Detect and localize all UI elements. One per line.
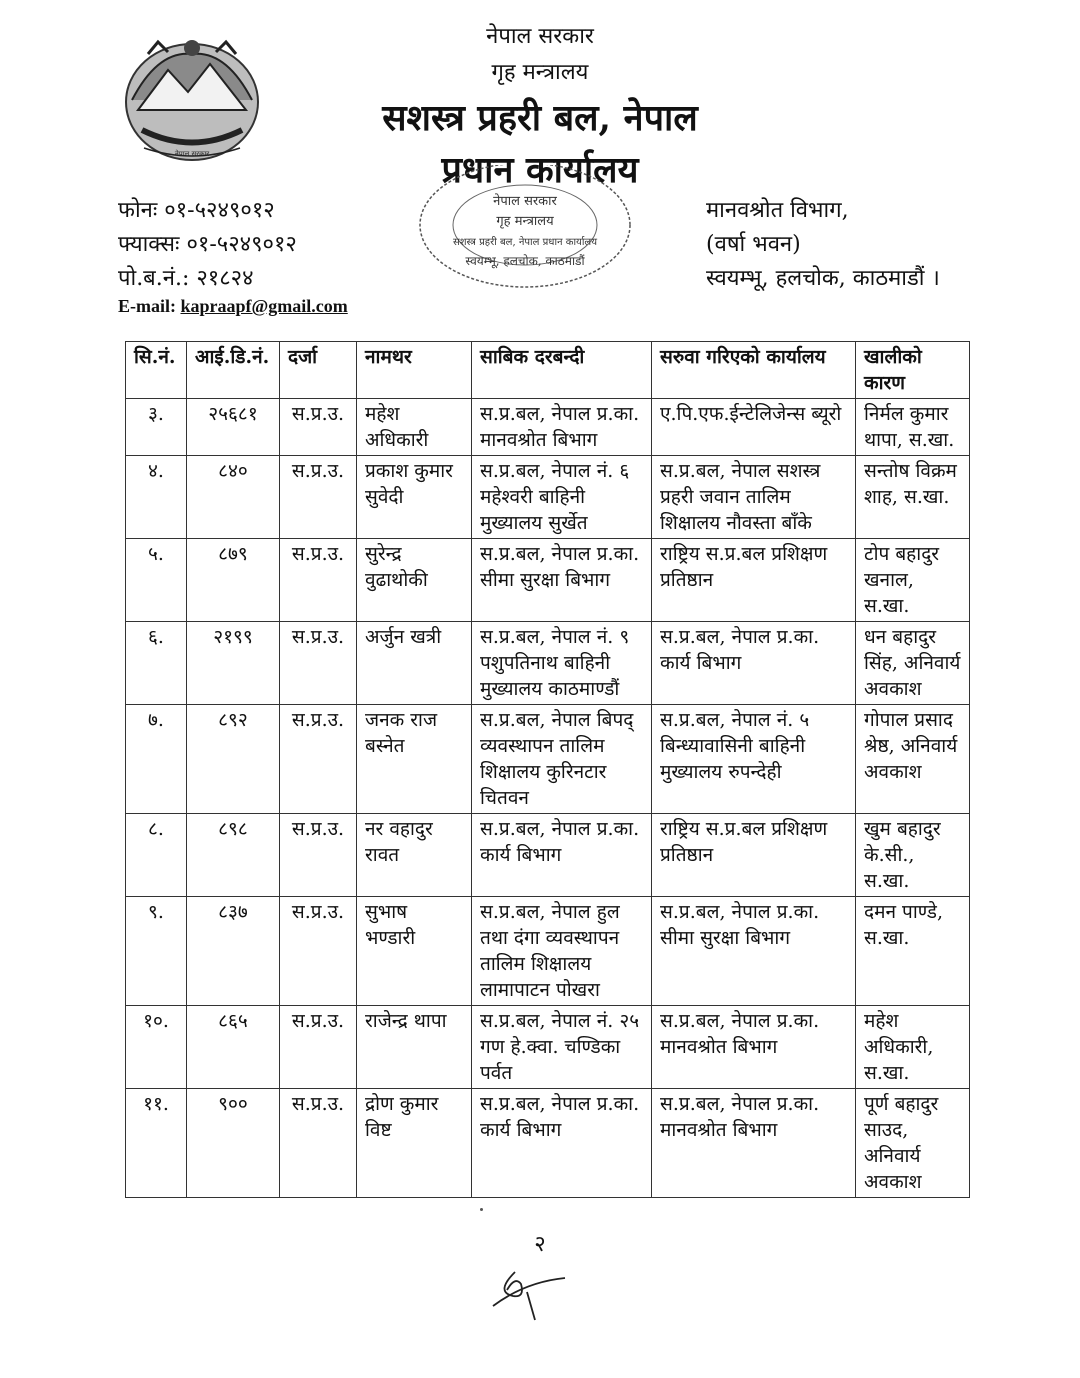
transferred-office-cell: स.प्र.बल, नेपाल प्र.का. मानवश्रोत बिभाग [652, 1089, 856, 1198]
fax-number: फ्याक्सः ०१-५२४९०१२ [118, 232, 297, 257]
table-row [126, 705, 970, 814]
ink-dot [480, 1208, 483, 1211]
rank-cell: स.प्र.उ. [280, 622, 357, 705]
name-cell: जनक राज बस्नेत [357, 705, 472, 814]
serial-cell: ११. [126, 1089, 187, 1198]
rank-cell: स.प्र.उ. [280, 814, 357, 897]
office-stamp [410, 165, 640, 315]
name-cell: सुरेन्द्र वुढाथोकी [357, 539, 472, 622]
vacancy-reason-cell: टोप बहादुर खनाल, स.खा. [856, 539, 970, 622]
email-line [118, 296, 348, 317]
stamp-line-4: स्वयम्भू, हलचोक, काठमाडौं [465, 254, 585, 268]
id-cell: २५६८१ [187, 399, 280, 456]
table-row [126, 456, 970, 539]
po-box: पो.ब.नं.: २१८२४ [118, 266, 254, 291]
email-link[interactable]: kapraapf@gmail.com [180, 296, 348, 316]
vacancy-reason-cell: सन्तोष विक्रम शाह, स.खा. [856, 456, 970, 539]
name-cell: राजेन्द्र थापा [357, 1006, 472, 1089]
table-row [126, 539, 970, 622]
emblem-text: नेपाल सरकार [174, 150, 210, 158]
table-row [126, 897, 970, 1006]
stamp-line-2: गृह मन्त्रालय [496, 214, 554, 229]
previous-post-cell: स.प्र.बल, नेपाल प्र.का. सीमा सुरक्षा बिभाग [472, 539, 652, 622]
table-row [126, 1006, 970, 1089]
previous-post-cell: स.प्र.बल, नेपाल प्र.का. मानवश्रोत बिभाग [472, 399, 652, 456]
table-body [126, 399, 970, 1198]
transferred-office-cell: राष्ट्रिय स.प्र.बल प्रशिक्षण प्रतिष्ठान [652, 539, 856, 622]
transferred-office-cell: स.प्र.बल, नेपाल प्र.का. कार्य बिभाग [652, 622, 856, 705]
rank-cell: स.प्र.उ. [280, 456, 357, 539]
previous-post-cell: स.प्र.बल, नेपाल बिपद् व्यवस्थापन तालिम शिक्षालय कुरिनटार चितवन [472, 705, 652, 814]
id-cell: ८४० [187, 456, 280, 539]
col-header-vacancy-reason: खालीको कारण [856, 342, 970, 399]
transferred-office-cell: स.प्र.बल, नेपाल प्र.का. मानवश्रोत बिभाग [652, 1006, 856, 1089]
vacancy-reason-cell: महेश अधिकारी, स.खा. [856, 1006, 970, 1089]
name-cell: सुभाष भण्डारी [357, 897, 472, 1006]
ministry-title: गृह मन्त्रालय [491, 60, 589, 85]
previous-post-cell: स.प्र.बल, नेपाल प्र.का. कार्य बिभाग [472, 1089, 652, 1198]
serial-cell: ४. [126, 456, 187, 539]
office-title: प्रधान कार्यालय [441, 149, 639, 191]
table-row [126, 1089, 970, 1198]
vacancy-reason-cell: धन बहादुर सिंह, अनिवार्य अवकाश [856, 622, 970, 705]
transferred-office-cell: स.प्र.बल, नेपाल प्र.का. सीमा सुरक्षा बिभाग [652, 897, 856, 1006]
vacancy-reason-cell: दमन पाण्डे, स.खा. [856, 897, 970, 1006]
previous-post-cell: स.प्र.बल, नेपाल प्र.का. कार्य बिभाग [472, 814, 652, 897]
previous-post-cell: स.प्र.बल, नेपाल हुल तथा दंगा व्यवस्थापन तालिम शिक्षालय लामापाटन पोखरा [472, 897, 652, 1006]
serial-cell: १०. [126, 1006, 187, 1089]
previous-post-cell: स.प्र.बल, नेपाल नं. २५ गण हे.क्वा. चण्डिका पर्वत [472, 1006, 652, 1089]
table-row [126, 399, 970, 456]
email-label: E-mail: [118, 296, 176, 316]
serial-cell: ३. [126, 399, 187, 456]
rank-cell: स.प्र.उ. [280, 539, 357, 622]
table-header-row [126, 342, 970, 399]
id-cell: ८९२ [187, 705, 280, 814]
name-cell: प्रकाश कुमार सुवेदी [357, 456, 472, 539]
col-header-serial: सि.नं. [126, 342, 187, 399]
name-cell: नर वहादुर रावत [357, 814, 472, 897]
serial-cell: ७. [126, 705, 187, 814]
serial-cell: ५. [126, 539, 187, 622]
name-cell: अर्जुन खत्री [357, 622, 472, 705]
organization-title: सशस्त्र प्रहरी बल, नेपाल [382, 97, 698, 139]
transferred-office-cell: ए.पि.एफ.ईन्टेलिजेन्स ब्यूरो [652, 399, 856, 456]
name-cell: महेश अधिकारी [357, 399, 472, 456]
rank-cell: स.प्र.उ. [280, 1089, 357, 1198]
transferred-office-cell: राष्ट्रिय स.प्र.बल प्रशिक्षण प्रतिष्ठान [652, 814, 856, 897]
col-header-id: आई.डि.नं. [187, 342, 280, 399]
col-header-transferred-office: सरुवा गरिएको कार्यालय [652, 342, 856, 399]
vacancy-reason-cell: पूर्ण बहादुर साउद, अनिवार्य अवकाश [856, 1089, 970, 1198]
name-cell: द्रोण कुमार विष्ट [357, 1089, 472, 1198]
serial-cell: ८. [126, 814, 187, 897]
col-header-name: नामथर [357, 342, 472, 399]
id-cell: ८६५ [187, 1006, 280, 1089]
id-cell: ९०० [187, 1089, 280, 1198]
office-location: स्वयम्भू, हलचोक, काठमाडौं । [706, 266, 940, 291]
transferred-office-cell: स.प्र.बल, नेपाल नं. ५ बिन्ध्यावासिनी बाहिनी मुख्यालय रुपन्देही [652, 705, 856, 814]
col-header-previous-post: साबिक दरबन्दी [472, 342, 652, 399]
rank-cell: स.प्र.उ. [280, 705, 357, 814]
id-cell: ८९८ [187, 814, 280, 897]
vacancy-reason-cell: गोपाल प्रसाद श्रेष्ठ, अनिवार्य अवकाश [856, 705, 970, 814]
previous-post-cell: स.प्र.बल, नेपाल नं. ६ महेश्वरी बाहिनी मुख्यालय सुर्खेत [472, 456, 652, 539]
department-name: मानवश्रोत विभाग, [706, 198, 849, 223]
table-row [126, 814, 970, 897]
table-row [126, 622, 970, 705]
serial-cell: ९. [126, 897, 187, 1006]
page-number: २ [534, 1232, 546, 1257]
rank-cell: स.प्र.उ. [280, 1006, 357, 1089]
phone-number: फोनः ०१-५२४९०१२ [118, 198, 275, 223]
rank-cell: स.प्र.उ. [280, 897, 357, 1006]
rank-cell: स.प्र.उ. [280, 399, 357, 456]
building-name: (वर्षा भवन) [706, 232, 801, 257]
col-header-rank: दर्जा [280, 342, 357, 399]
vacancy-reason-cell: निर्मल कुमार थापा, स.खा. [856, 399, 970, 456]
signature [485, 1262, 575, 1322]
stamp-line-1: नेपाल सरकार [493, 194, 557, 209]
serial-cell: ६. [126, 622, 187, 705]
transfer-table [125, 341, 970, 1198]
id-cell: ८३७ [187, 897, 280, 1006]
id-cell: ८७९ [187, 539, 280, 622]
vacancy-reason-cell: खुम बहादुर के.सी., स.खा. [856, 814, 970, 897]
previous-post-cell: स.प्र.बल, नेपाल नं. ९ पशुपतिनाथ बाहिनी मुख्यालय काठमाण्डौं [472, 622, 652, 705]
id-cell: २१९९ [187, 622, 280, 705]
transferred-office-cell: स.प्र.बल, नेपाल सशस्त्र प्रहरी जवान तालिम शिक्षालय नौवस्ता बाँके [652, 456, 856, 539]
stamp-line-3: सशस्त्र प्रहरी बल, नेपाल प्रधान कार्यालय [452, 237, 598, 248]
government-title: नेपाल सरकार [486, 24, 594, 49]
